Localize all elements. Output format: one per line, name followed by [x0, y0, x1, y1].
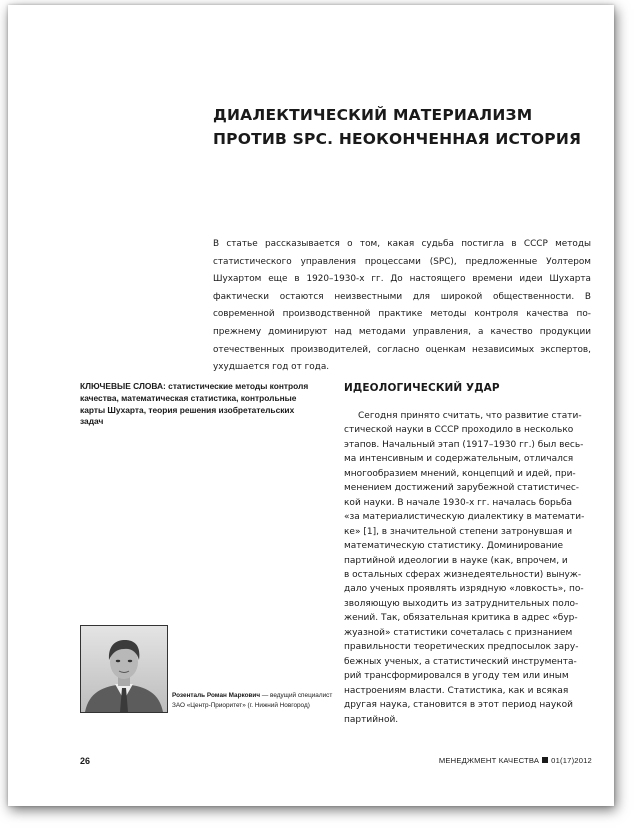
body-line: настроениям власти. Статистика, как и всякая — [344, 685, 569, 696]
body-line: менением достижений зарубежной статистичес- — [344, 483, 580, 494]
body-line: бежных ученых, а статистический инструмента- — [344, 656, 577, 667]
author-role: — ведущий специалист — [260, 692, 333, 699]
body-line: дало ученых проявлять изрядную «ловкость», по- — [344, 584, 584, 595]
article-title — [213, 103, 593, 151]
body-line: жуазной» статистики сочеталась с признанием — [344, 627, 573, 638]
page-number: 26 — [80, 756, 91, 766]
body-line: стической науки в СССР проходило в несколько — [344, 425, 574, 436]
author-photo — [80, 625, 168, 713]
author-organization: ЗАО «Центр-Приоритет» (г. Нижний Новгород) — [172, 702, 310, 709]
section-heading: ИДЕОЛОГИЧЕСКИЙ УДАР — [344, 382, 500, 394]
journal-issue: 01(17)2012 — [551, 756, 592, 765]
body-line: Сегодня принято считать, что развитие стати- — [358, 411, 582, 421]
author-name: Розенталь Роман Маркович — [172, 692, 261, 699]
article-title-line-2: ПРОТИВ SPC. НЕОКОНЧЕННАЯ ИСТОРИЯ — [213, 130, 582, 148]
article-abstract: В статье рассказывается о том, какая судьба постигла в СССР методы статистического управления процессами (SPC), предложенные Уолтером Шухартом еще в 1920–1930-х гг. До настоящего времени идеи Шухарта фактически остаются неизвестными для широкой общественности. В современной производственной практике методы контроля качества по-прежнему доминируют над методами управления, а качество продукции отечественных производителей, согласно оценкам независимых экспертов, ухудшается год от года. — [213, 239, 591, 373]
author-caption — [172, 691, 342, 711]
body-line: математическую статистику. Доминирование — [344, 541, 564, 552]
body-line: «за материалистическую диалектику в математи- — [344, 512, 585, 523]
body-line: зволяющую выходить из затруднительных поло- — [344, 598, 579, 609]
body-line: правильности теоретических предпосылок зару- — [344, 642, 579, 653]
body-line: рий трансформировался в угоду тем или иным — [344, 671, 569, 682]
article-title-line-1: ДИАЛЕКТИЧЕСКИЙ МАТЕРИАЛИЗМ — [213, 106, 533, 124]
body-line: в остальных сферах жизнедеятельности) вынуж- — [344, 569, 582, 580]
body-line: ма интенсивным и содержательным, отличался — [344, 454, 574, 465]
journal-name: МЕНЕДЖМЕНТ КАЧЕСТВА — [438, 756, 540, 765]
square-bullet-icon — [542, 757, 548, 763]
article-body — [344, 409, 590, 727]
page-sheet — [8, 5, 614, 806]
journal-footer — [439, 756, 592, 765]
body-line: кой науки. В начале 1930-х гг. началась борьба — [344, 497, 573, 508]
body-line: партийной. — [344, 714, 399, 725]
body-line: другая наука, становится в этот период наукой — [344, 700, 573, 711]
body-line: жений. Так, обязательная критика в адрес «бур- — [344, 613, 578, 624]
body-line: партийной идеологии в науке (как, впрочем, и — [344, 555, 568, 566]
body-line: ке» [1], в значительной степени затронувшая и — [344, 526, 573, 537]
author-portrait-icon — [81, 626, 167, 712]
keywords-block: КЛЮЧЕВЫЕ СЛОВА: статистические методы контроля качества, математическая статистика, контрольные карты Шухарта, теория решения изобретательских задач — [80, 381, 309, 427]
body-line: этапов. Начальный этап (1917–1930 гг.) был весь- — [344, 439, 584, 450]
body-line: многообразием мнений, концепций и идей, при- — [344, 468, 576, 479]
